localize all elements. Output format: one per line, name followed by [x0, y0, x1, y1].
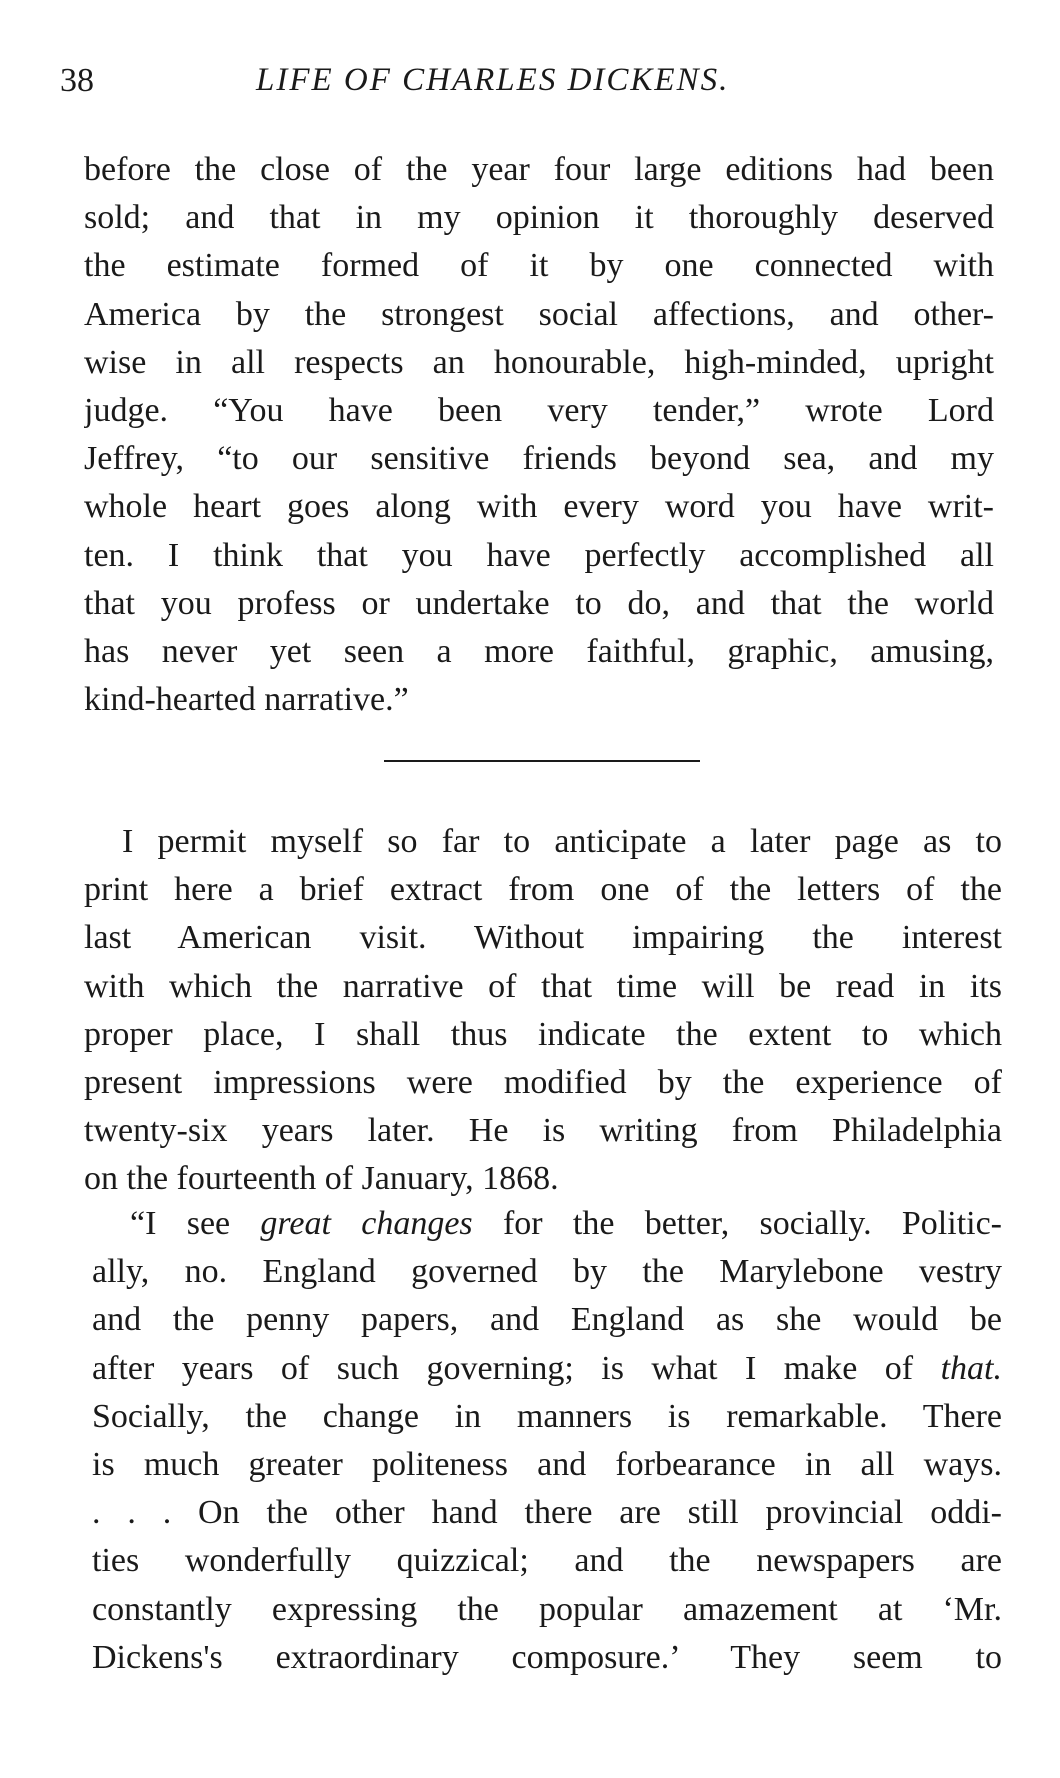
paragraph-3-quotation: [92, 1200, 1002, 1682]
text-line: print here a brief extract from one of the letters of the: [84, 871, 1002, 909]
text-line: sold; and that in my opinion it thoroughly deserved: [84, 199, 994, 237]
text-line: constantly expressing the popular amazement at ‘Mr.: [92, 1590, 1002, 1628]
text-segment: “I see: [130, 1205, 261, 1242]
text-line: that you profess or undertake to do, and that the world: [84, 584, 994, 622]
running-title: LIFE OF CHARLES DICKENS.: [256, 62, 730, 98]
text-line: judge. “You have been very tender,” wrote Lord: [84, 392, 994, 430]
text-line: wise in all respects an honourable, high-minded, upright: [84, 343, 994, 381]
text-line: ally, no. England governed by the Marylebone vestry: [92, 1253, 1002, 1291]
text-line: Jeffrey, “to our sensitive friends beyond sea, and my: [84, 440, 994, 478]
text-line: whole heart goes along with every word you have writ-: [84, 488, 994, 526]
text-line: America by the strongest social affections, and other-: [84, 295, 994, 333]
text-line: Socially, the change in manners is remarkable. There: [92, 1397, 1002, 1435]
text-line: the estimate formed of it by one connected with: [84, 247, 994, 285]
italic-emphasis: that.: [940, 1349, 1002, 1387]
text-line: and the penny papers, and England as she would be: [92, 1301, 1002, 1339]
text-line: has never yet seen a more faithful, graphic, amusing,: [84, 633, 994, 671]
text-line: Dickens's extraordinary composure.’ They seem to: [92, 1638, 1002, 1676]
text-line: with which the narrative of that time will be read in its: [84, 967, 1002, 1005]
text-line: . . . On the other hand there are still provincial oddi-: [92, 1494, 1002, 1532]
text-line: last American visit. Without impairing the interest: [84, 919, 1002, 957]
text-line: ten. I think that you have perfectly accomplished all: [84, 536, 994, 574]
text-segment: after years of such governing; is what I make of: [92, 1349, 941, 1387]
text-line: on the fourteenth of January, 1868.: [84, 1160, 559, 1198]
text-line: ties wonderfully quizzical; and the newspapers are: [92, 1542, 1002, 1580]
text-line: is much greater politeness and forbearance in all ways.: [92, 1446, 1002, 1484]
text-line: present impressions were modified by the experience of: [84, 1064, 1002, 1102]
text-line: kind-hearted narrative.”: [84, 681, 409, 719]
text-line: before the close of the year four large editions had been: [84, 151, 994, 188]
paragraph-1: [84, 146, 994, 724]
text-line: proper place, I shall thus indicate the extent to which: [84, 1015, 1002, 1053]
text-line: [92, 1345, 1002, 1393]
running-head: [60, 62, 960, 112]
section-divider: [384, 760, 700, 762]
text-line: I permit myself so far to anticipate a later page as to: [122, 823, 1002, 860]
text-segment: for the better, socially. Politic-: [472, 1205, 1002, 1242]
text-line: twenty-six years later. He is writing from Philadelphia: [84, 1112, 1002, 1150]
text-line: [92, 1200, 1002, 1248]
paragraph-2: [84, 818, 1002, 1204]
italic-emphasis: great changes: [260, 1205, 473, 1242]
page-number: 38: [60, 62, 94, 99]
